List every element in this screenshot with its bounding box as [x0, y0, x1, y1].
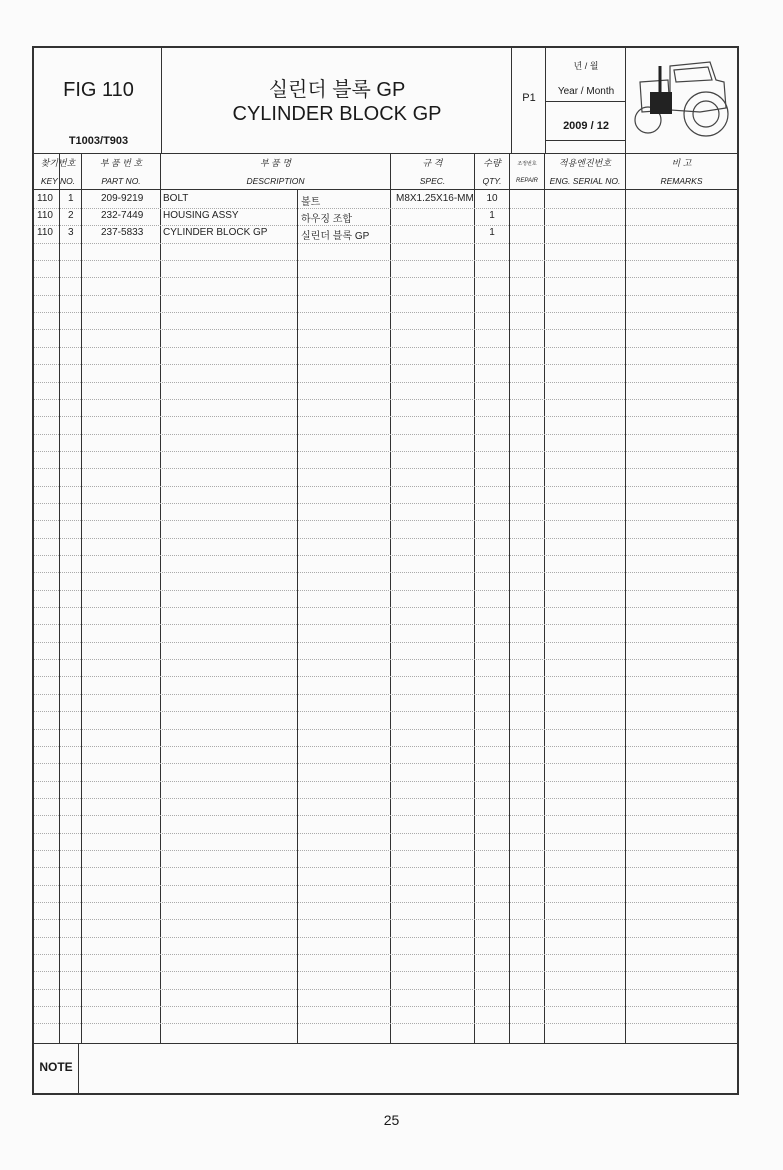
- row-rule: [34, 885, 737, 886]
- row-rule: [34, 867, 737, 868]
- year-month-value: 2009 / 12: [563, 120, 609, 132]
- col-line-remarks: [625, 154, 626, 1043]
- row-rule: [34, 347, 737, 348]
- col-line-spec: [390, 154, 391, 1043]
- row-rule: [34, 624, 737, 625]
- row-rule: [34, 711, 737, 712]
- row-rule: [34, 989, 737, 990]
- row-rule: [34, 919, 737, 920]
- row-qty: 1: [489, 227, 495, 238]
- row-rule: [34, 243, 737, 244]
- col-remarks-ko: 비 고: [671, 158, 692, 168]
- row-rule: [34, 1023, 737, 1024]
- row-rule: [34, 538, 737, 539]
- tractor-icon: [630, 52, 734, 148]
- row-rule: [34, 503, 737, 504]
- row-rule: [34, 555, 737, 556]
- row-fig: 110: [37, 227, 53, 238]
- col-line-key: [59, 154, 60, 1043]
- title-korean: 실린더 블록 GP: [268, 79, 406, 101]
- row-rule: [34, 954, 737, 955]
- header-bottom-rule: [34, 153, 737, 154]
- year-month-rule-2: [546, 140, 626, 141]
- row-qty: 10: [486, 193, 498, 204]
- row-spec: M8X1.25X16-MM: [396, 193, 474, 204]
- row-desc-ko: 실린더 블록 GP: [301, 231, 370, 242]
- col-line-qty: [474, 154, 475, 1043]
- row-desc-en: CYLINDER BLOCK GP: [163, 227, 268, 238]
- title-english: CYLINDER BLOCK GP: [232, 103, 442, 125]
- row-rule: [34, 659, 737, 660]
- fig-number: FIG 110: [63, 79, 134, 101]
- row-rule: [34, 815, 737, 816]
- row-rule: [34, 1006, 737, 1007]
- col-line-desc-start: [160, 154, 161, 1043]
- row-desc-ko: 볼트: [301, 197, 321, 208]
- row-rule: [34, 694, 737, 695]
- note-top-rule: [34, 1043, 737, 1044]
- row-rule: [34, 763, 737, 764]
- row-rule: [34, 295, 737, 296]
- col-key-ko: 찾기번호: [40, 158, 76, 168]
- row-rule: [34, 798, 737, 799]
- row-rule: [34, 902, 737, 903]
- row-desc-en: BOLT: [163, 193, 189, 204]
- row-rule: [34, 781, 737, 782]
- col-desc-ko: 부 품 명: [259, 158, 292, 168]
- row-part: 209-9219: [101, 193, 144, 204]
- row-rule: [34, 312, 737, 313]
- year-month-rule-1: [546, 101, 626, 102]
- col-serial-en: ENG. SERIAL NO.: [549, 176, 621, 186]
- col-qty-en: QTY.: [482, 176, 502, 186]
- col-spec-ko: 규 격: [422, 158, 443, 168]
- row-rule: [34, 329, 737, 330]
- row-desc-ko: 하우징 조합: [301, 214, 353, 225]
- row-rule: [34, 520, 737, 521]
- row-rule: [34, 382, 737, 383]
- col-qty-ko: 수량: [483, 158, 501, 168]
- row-rule: [34, 642, 737, 643]
- row-key: 1: [68, 193, 74, 204]
- row-fig: 110: [37, 193, 53, 204]
- row-rule: [34, 676, 737, 677]
- row-rule: [34, 434, 737, 435]
- row-rule: [34, 277, 737, 278]
- row-rule: [34, 572, 737, 573]
- row-rule: [34, 937, 737, 938]
- row-rule: [34, 971, 737, 972]
- col-part-en: PART NO.: [101, 176, 141, 186]
- col-line-repair: [509, 154, 510, 1043]
- row-rule: [34, 850, 737, 851]
- row-rule: [34, 833, 737, 834]
- col-remarks-en: REMARKS: [660, 176, 703, 186]
- page-number: 25: [383, 1112, 400, 1128]
- column-header-bottom-rule: [34, 189, 737, 190]
- row-rule: [34, 451, 737, 452]
- note-divider: [78, 1044, 79, 1093]
- model-label: T1003/T903: [68, 135, 129, 147]
- col-desc-en: DESCRIPTION: [246, 176, 305, 186]
- col-line-desc-ko: [297, 190, 298, 1043]
- col-serial-ko: 적용엔진번호: [558, 158, 612, 168]
- row-desc-en: HOUSING ASSY: [163, 210, 239, 221]
- page-code: P1: [522, 92, 536, 104]
- row-part: 237-5833: [101, 227, 144, 238]
- col-spec-en: SPEC.: [419, 176, 446, 186]
- row-rule: [34, 486, 737, 487]
- col-line-serial: [544, 154, 545, 1043]
- row-rule: [34, 364, 737, 365]
- note-label: NOTE: [39, 1060, 73, 1074]
- col-repair-en: REPAIR: [516, 178, 538, 184]
- row-part: 232-7449: [101, 210, 144, 221]
- row-rule: [34, 729, 737, 730]
- year-month-label: Year / Month: [557, 86, 615, 97]
- row-rule: [34, 416, 737, 417]
- row-key: 3: [68, 227, 74, 238]
- col-line-part-start: [81, 154, 82, 1043]
- year-month-korean: 년 / 월: [573, 61, 599, 71]
- row-rule: [34, 208, 737, 209]
- row-rule: [34, 399, 737, 400]
- row-rule: [34, 260, 737, 261]
- row-rule: [34, 225, 737, 226]
- col-repair-ko: 조정번호: [517, 161, 537, 167]
- row-rule: [34, 590, 737, 591]
- row-qty: 1: [489, 210, 495, 221]
- col-part-ko: 부 품 번 호: [99, 158, 143, 168]
- row-rule: [34, 607, 737, 608]
- row-key: 2: [68, 210, 74, 221]
- row-rule: [34, 468, 737, 469]
- row-fig: 110: [37, 210, 53, 221]
- col-key-en: KEY NO.: [40, 176, 76, 186]
- row-rule: [34, 746, 737, 747]
